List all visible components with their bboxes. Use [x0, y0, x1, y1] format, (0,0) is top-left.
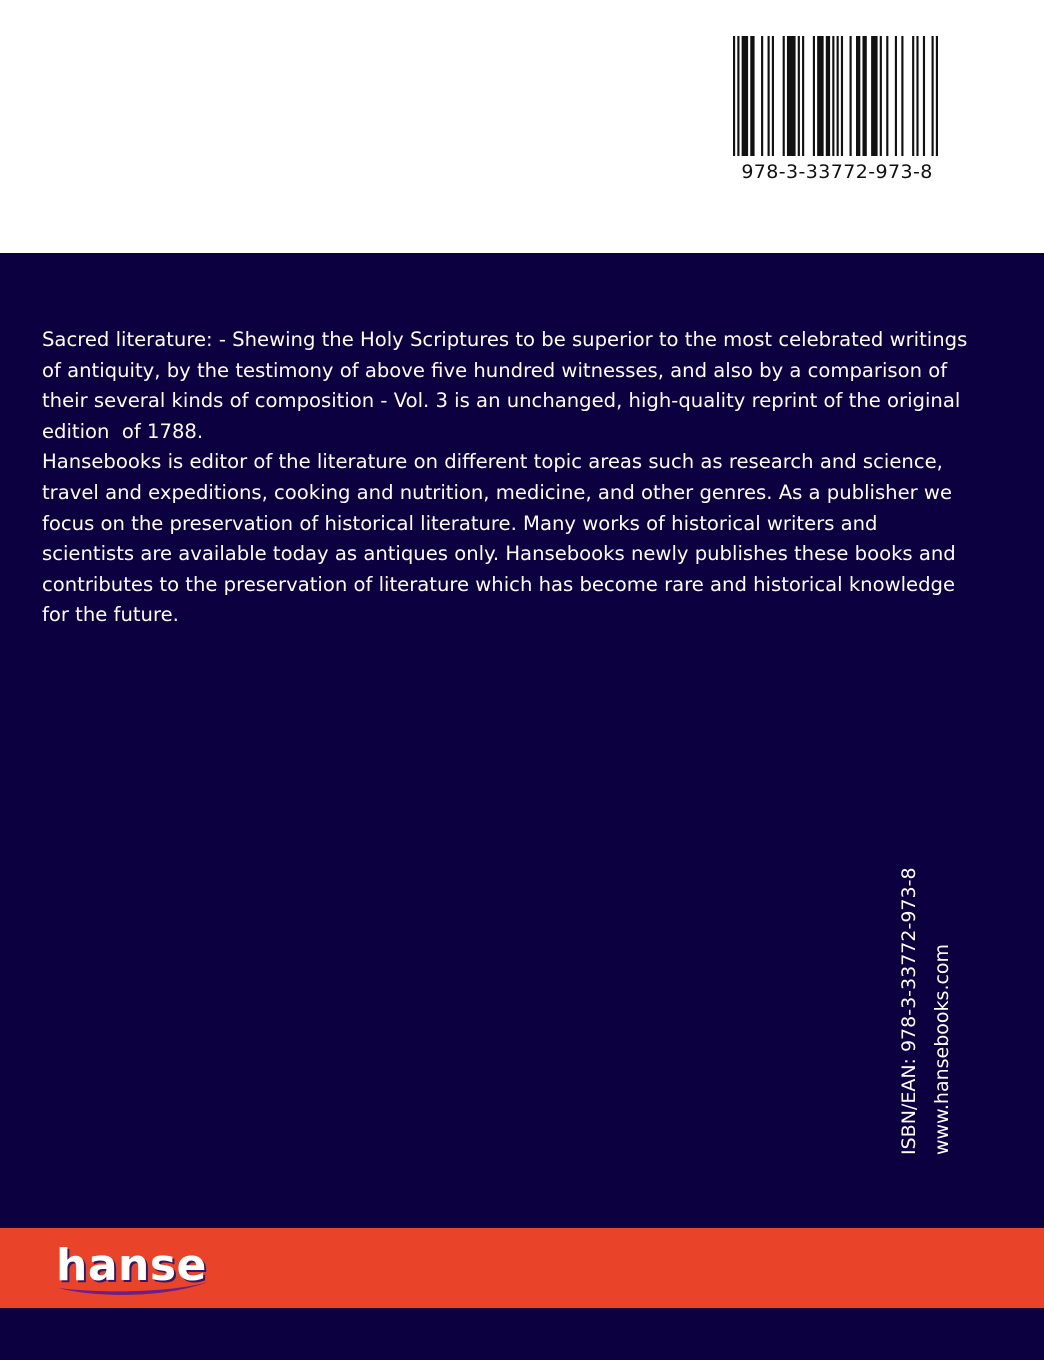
barcode-bar — [733, 36, 735, 156]
barcode-bar — [761, 36, 763, 156]
barcode-bar — [826, 36, 830, 156]
barcode-bar — [750, 36, 754, 156]
barcode-bar — [916, 36, 918, 156]
barcode — [733, 36, 938, 183]
barcode-bar — [768, 36, 770, 156]
barcode-bar — [817, 36, 823, 156]
barcode-bar — [802, 36, 804, 156]
book-description — [42, 325, 972, 631]
logo-wordmark: hanse — [56, 1240, 207, 1291]
barcode-bar — [837, 36, 839, 156]
barcode-bar — [932, 36, 934, 156]
barcode-bar — [912, 36, 914, 156]
barcode-bar — [798, 36, 800, 156]
barcode-bar — [862, 36, 866, 156]
isbn-line: ISBN/EAN: 978-3-33772-973-8 — [898, 867, 920, 1155]
barcode-bar — [936, 36, 938, 156]
barcode-digits: 978-3-33772-973-8 — [741, 161, 933, 183]
barcode-bar — [871, 36, 877, 156]
barcode-bar — [856, 36, 860, 156]
barcode-bar — [787, 36, 796, 156]
barcode-bar — [772, 36, 774, 156]
description-paragraph: Sacred literature: - Shewing the Holy Scriptures to be superior to the most celebrated writings of antiquity, by the testimony of above five hundred witnesses, and also by a comparison of their several kinds of composition - Vol. 3 is an unchanged, high-quality reprint of the original edition of 1788. — [42, 328, 974, 443]
barcode-bar — [880, 36, 882, 156]
barcode-bar — [886, 36, 888, 156]
hanse-logo — [56, 1238, 216, 1300]
barcode-bar — [742, 36, 748, 156]
bottom-strip — [0, 1308, 1044, 1360]
isbn-vertical-text — [893, 867, 959, 1155]
barcode-bar — [737, 36, 739, 156]
barcode-bar — [841, 36, 843, 156]
barcode-bar — [832, 36, 834, 156]
publisher-paragraph: Hansebooks is editor of the literature on different topic areas such as research and science, travel and expeditions, cooking and nutrition, medicine, and other genres. As a publisher we focus on the preservation of historical literature. Many works of historical writers and scientists are available today as antiques only. Hansebooks newly publishes these books and contributes to the preservation of literature which has become rare and historical knowledge for the future. — [42, 450, 962, 627]
barcode-bar — [813, 36, 815, 156]
barcode-bar — [923, 36, 925, 156]
barcode-bar — [783, 36, 785, 156]
barcode-bar — [895, 36, 897, 156]
website-line: www.hansebooks.com — [931, 943, 953, 1155]
barcode-bar — [850, 36, 852, 156]
barcode-bar — [901, 36, 903, 156]
barcode-bars — [733, 36, 938, 156]
